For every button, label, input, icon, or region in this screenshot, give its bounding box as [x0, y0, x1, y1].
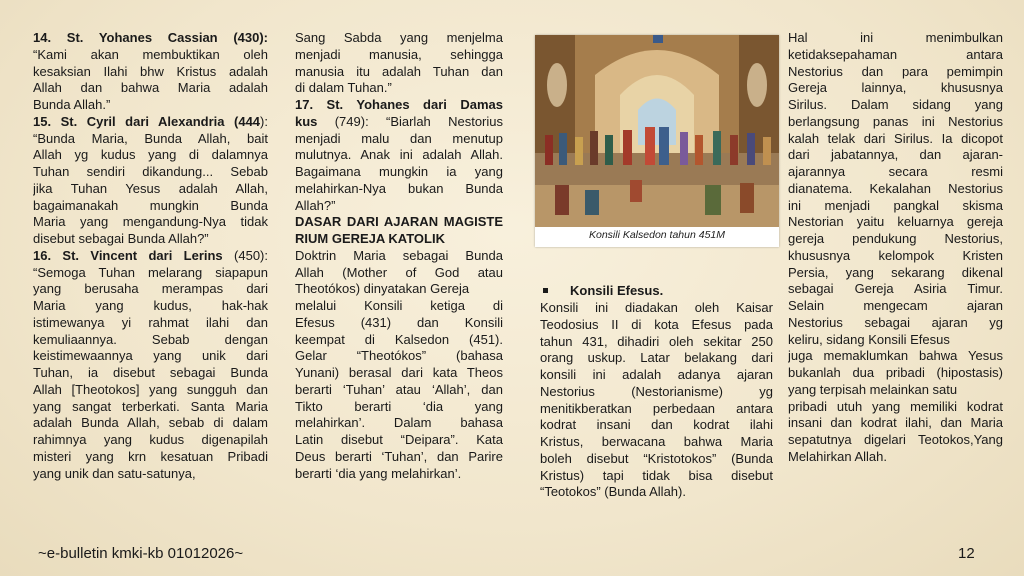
text-line — [33, 449, 268, 466]
text-line — [540, 300, 773, 317]
text-line — [295, 399, 503, 416]
line-text: keliru, sidang Konsili Efesus — [788, 331, 950, 347]
bold-text: 16. St. Vincent dari Lerins — [33, 247, 223, 263]
line-text: rahimnya yang kudus digenapilah — [33, 432, 268, 447]
text-line — [788, 30, 1003, 47]
line-text: orang uskup. Latar belakang dari — [540, 350, 773, 366]
text-line — [33, 315, 268, 332]
bullet-square-icon — [543, 288, 548, 293]
text-line — [540, 401, 773, 418]
line-text: kemuliaannya. Sebab dengan — [33, 331, 268, 347]
text-line — [33, 64, 268, 81]
line-text: manusia itu adalah Tuhan dan — [295, 63, 503, 79]
line-text: gereja pendukung Nestorius, — [788, 231, 1003, 246]
text-line — [295, 164, 503, 181]
bold-text: RIUM GEREJA KATOLIK — [295, 231, 445, 246]
text-line — [788, 64, 1003, 81]
text-line — [788, 432, 1003, 449]
line-text: Maria yang kudus, hak-hak — [33, 298, 268, 313]
text-line — [788, 348, 1003, 365]
line-text: Nestorius (Nestorianisme) yg — [540, 383, 773, 399]
text-line — [33, 348, 268, 365]
text-line — [295, 466, 503, 483]
text-line — [540, 484, 773, 501]
text-line — [788, 248, 1003, 265]
line-text: boleh disebut “Kristotokos” (Bunda — [540, 450, 773, 466]
text-line — [295, 147, 503, 164]
line-text: melahirkan-Nya bukan Bunda — [295, 180, 503, 196]
text-line — [788, 415, 1003, 432]
text-line — [788, 332, 1003, 349]
line-text: menjadi manusia, sehingga — [295, 46, 503, 62]
line-text: dianatema. Kekalahan Nestorius — [788, 180, 1003, 196]
line-text: Allah [Theotokos] yang sungguh dan — [33, 381, 268, 397]
line-text: Nestorius dan para pemimpin — [788, 63, 1003, 79]
line-text: pribadi utuh yang memiliki kodrat — [788, 398, 1003, 414]
text-line — [33, 198, 268, 215]
text-line — [33, 415, 268, 432]
text-line — [788, 80, 1003, 97]
line-text: Melahirkan Allah. — [788, 448, 887, 464]
line-text: Deus berarti ‘Tuhan’, dan Parire — [295, 448, 503, 464]
figure-caption: Konsili Kalsedon tahun 451M — [588, 229, 725, 241]
text-line — [295, 198, 503, 215]
text-line — [788, 231, 1003, 248]
text-line — [540, 350, 773, 367]
line-text: konsili ini adalah adanya ajaran — [540, 367, 773, 382]
column-2 — [295, 30, 503, 482]
text-line — [33, 382, 268, 399]
line-text: misteri yang krn kesatuan Pribadi — [33, 448, 268, 464]
text-line — [540, 451, 773, 468]
line-text: berarti ‘Tuhan’ atau ‘Allah’, dan — [295, 381, 503, 397]
line-text: (450): — [222, 247, 268, 263]
line-text: “Semoga Tuhan melarang siapapun — [33, 264, 268, 280]
line-text: Latin disebut “Deipara”. Kata — [295, 432, 503, 447]
line-text: keistimewaannya yang unik dari — [33, 348, 268, 364]
line-text: keempat di Kalsedon (451). — [295, 331, 503, 347]
text-line — [33, 147, 268, 164]
line-text: Maria yang mengandung-Nya tidak — [33, 214, 268, 230]
line-text: Tuhan, ia disebut sebagai Bunda — [33, 365, 268, 380]
line-text: Teodosius II di kota Efesus pada — [540, 316, 773, 332]
bold-text: 17. St. Yohanes dari Damas — [295, 97, 503, 112]
text-line — [33, 164, 268, 181]
line-text: yang terpisah melainkan satu — [788, 381, 958, 397]
line-text: Selain mengecam ajaran — [788, 298, 1003, 313]
line-text: berarti ‘dia yang melahirkan’. — [295, 465, 462, 481]
line-text: Tuhan sendiri dikandung... Sebab — [33, 164, 268, 179]
line-text: Allah yg kudus yang di dalamnya — [33, 147, 268, 163]
line-text: di dalam Tuhan.” — [295, 80, 392, 96]
line-text: “Kami akan membuktikan oleh — [33, 46, 268, 62]
text-line — [295, 181, 503, 198]
line-text: juga memaklumkan bahwa Yesus — [788, 348, 1003, 364]
text-line — [33, 181, 268, 198]
text-line — [295, 265, 503, 282]
text-line — [540, 334, 773, 351]
line-text: Bunda Allah.” — [33, 97, 111, 112]
line-text: Allah (Mother of God atau — [295, 264, 503, 280]
column-4 — [788, 30, 1003, 466]
line-text: melalui Konsili ketiga di — [295, 298, 503, 313]
line-text: yang unik dan satu-satunya, — [33, 465, 196, 481]
line-text: Nestorius sebagai ajaran yg — [788, 314, 1003, 330]
text-line — [295, 348, 503, 365]
text-line — [295, 415, 503, 432]
text-line — [295, 315, 503, 332]
text-line — [295, 231, 503, 248]
line-text: Theotókos) dinyatakan Gereja — [295, 281, 470, 297]
line-text: Yunani) berasal dari kata Theos — [295, 365, 503, 380]
line-text: dari jabatannya, dan ajaran- — [788, 147, 1003, 163]
text-line — [33, 114, 268, 131]
text-line — [788, 281, 1003, 298]
text-line — [540, 417, 773, 434]
text-line — [295, 64, 503, 81]
line-text: insani dan kodrat ilahi, dan Maria — [788, 415, 1003, 431]
line-text: menitikberatkan perbedaan antara — [540, 400, 773, 416]
text-line — [33, 248, 268, 265]
bold-text: kus — [295, 113, 318, 129]
text-line — [33, 97, 268, 114]
text-line — [33, 365, 268, 382]
text-line — [33, 265, 268, 282]
text-line — [33, 298, 268, 315]
text-line — [295, 332, 503, 349]
text-line — [295, 80, 503, 97]
line-text: tahun 431, dihadiri oleh sekitar 250 — [540, 333, 773, 349]
line-text: jika Tuhan Yesus adalah Allah, — [33, 180, 268, 196]
text-line — [33, 47, 268, 64]
line-text: bukanlah dua pribadi (hipostasis) — [788, 365, 1003, 380]
text-line — [295, 298, 503, 315]
text-line — [33, 281, 268, 298]
text-line — [33, 399, 268, 416]
text-line — [33, 80, 268, 97]
line-text: bagaimanakah mungkin Bunda — [33, 197, 268, 213]
text-line — [540, 468, 773, 485]
text-line — [295, 382, 503, 399]
line-text: yang sangat terberkati. Santa Maria — [33, 398, 268, 414]
text-line — [33, 30, 268, 47]
bold-text: 15. St. Cyril dari Alexandria (444 — [33, 113, 261, 129]
line-text: Gelar “Theotókos” (bahasa — [295, 348, 503, 364]
page-number: 12 — [958, 545, 975, 562]
line-text: “Bunda Maria, Bunda Allah, bait — [33, 130, 268, 146]
line-text: Sang Sabda yang menjelma — [295, 30, 503, 45]
text-line — [788, 97, 1003, 114]
text-line — [788, 365, 1003, 382]
line-text: Nestorian yaitu keluarnya gereja — [788, 214, 1003, 230]
text-line — [295, 131, 503, 148]
line-text: Persia, yang sekarang dikenal — [788, 264, 1003, 280]
line-text: ): — [260, 113, 268, 129]
text-line — [33, 131, 268, 148]
line-text: Kristus, berwacana bahwa Maria — [540, 434, 773, 449]
text-line — [788, 164, 1003, 181]
text-line — [295, 365, 503, 382]
text-line — [788, 315, 1003, 332]
text-line — [788, 181, 1003, 198]
line-text: yang berusaha merampas dari — [33, 281, 268, 297]
text-line — [295, 30, 503, 47]
line-text: sebagai Gereja Asiria Timur. — [788, 281, 1003, 297]
line-text: kodrat insani dan kodrat ilahi — [540, 417, 773, 433]
line-text: ajarannya secara resmi — [788, 164, 1003, 179]
text-line — [788, 382, 1003, 399]
text-line — [788, 399, 1003, 416]
council-painting-image — [535, 35, 779, 227]
text-line — [295, 214, 503, 231]
line-text: Konsili ini diadakan oleh Kaisar — [540, 300, 773, 315]
bold-text: 14. St. Yohanes Cassian (430): — [33, 30, 268, 45]
text-line — [540, 434, 773, 451]
line-text: Allah?” — [295, 197, 336, 213]
text-line — [33, 432, 268, 449]
text-line — [33, 231, 268, 248]
line-text: istimewanya yi rahmat ilahi dan — [33, 314, 268, 330]
text-line — [295, 248, 503, 265]
text-line — [788, 198, 1003, 215]
line-text: (749): “Biarlah Nestorius — [317, 113, 503, 129]
text-line — [295, 97, 503, 114]
line-text: ini menjadi pangkal skisma — [788, 197, 1003, 213]
column-3 — [540, 300, 773, 501]
text-line — [295, 47, 503, 64]
section-heading-konsili-efesus — [540, 283, 663, 298]
line-text: berlangsung panas ini Nestorius — [788, 113, 1003, 129]
line-text: ketidaksepahaman antara — [788, 46, 1003, 62]
line-text: Efesus (431) dan Konsili — [295, 314, 503, 330]
text-line — [295, 432, 503, 449]
text-line — [788, 265, 1003, 282]
line-text: disebut sebagai Bunda Allah?” — [33, 231, 209, 246]
text-line — [788, 147, 1003, 164]
line-text: Hal ini menimbulkan — [788, 30, 1003, 45]
text-line — [33, 332, 268, 349]
line-text: Bagaimana mungkin ia yang — [295, 164, 503, 179]
line-text: Tikto berarti ‘dia yang — [295, 398, 503, 414]
council-painting-figure — [535, 35, 779, 247]
text-line — [295, 449, 503, 466]
line-text: sepatutnya digelari Teotokos,Yang — [788, 432, 1003, 447]
text-line — [540, 367, 773, 384]
line-text: kesaksian Ilahi bhw Kristus adalah — [33, 63, 268, 79]
line-text: Gereja lainnya, khususnya — [788, 80, 1003, 96]
text-line — [295, 114, 503, 131]
line-text: kalah telak dari Sirilus. Ia dicopot — [788, 130, 1003, 146]
line-text: Sirilus. Dalam sidang yang — [788, 97, 1003, 112]
line-text: menjadi malu dan menutup — [295, 130, 503, 146]
line-text: mulutnya. Anak ini adalah Allah. — [295, 147, 503, 163]
text-line — [33, 466, 268, 483]
text-line — [788, 114, 1003, 131]
line-text: khususnya kelompok Kristen — [788, 247, 1003, 263]
bold-text: DASAR DARI AJARAN MAGISTE — [295, 214, 503, 230]
line-text: “Teotokos” (Bunda Allah). — [540, 484, 686, 500]
text-line — [788, 214, 1003, 231]
line-text: Kristus) tapi tidak bisa disebut — [540, 467, 773, 483]
line-text: melahirkan’. Dalam bahasa — [295, 415, 503, 431]
text-line — [540, 317, 773, 334]
text-line — [788, 298, 1003, 315]
line-text: Allah dan bahwa Maria adalah — [33, 80, 268, 96]
text-line — [33, 214, 268, 231]
text-line — [788, 47, 1003, 64]
text-line — [788, 131, 1003, 148]
bulletin-footer: ~e-bulletin kmki-kb 01012026~ — [38, 545, 244, 562]
bullet-heading-text: Konsili Efesus. — [570, 283, 664, 298]
line-text: adalah Bunda Allah, sebab di dalam — [33, 415, 268, 431]
line-text: Doktrin Maria sebagai Bunda — [295, 247, 503, 263]
text-line — [295, 281, 503, 298]
column-1 — [33, 30, 268, 482]
text-line — [540, 384, 773, 401]
text-line — [788, 449, 1003, 466]
